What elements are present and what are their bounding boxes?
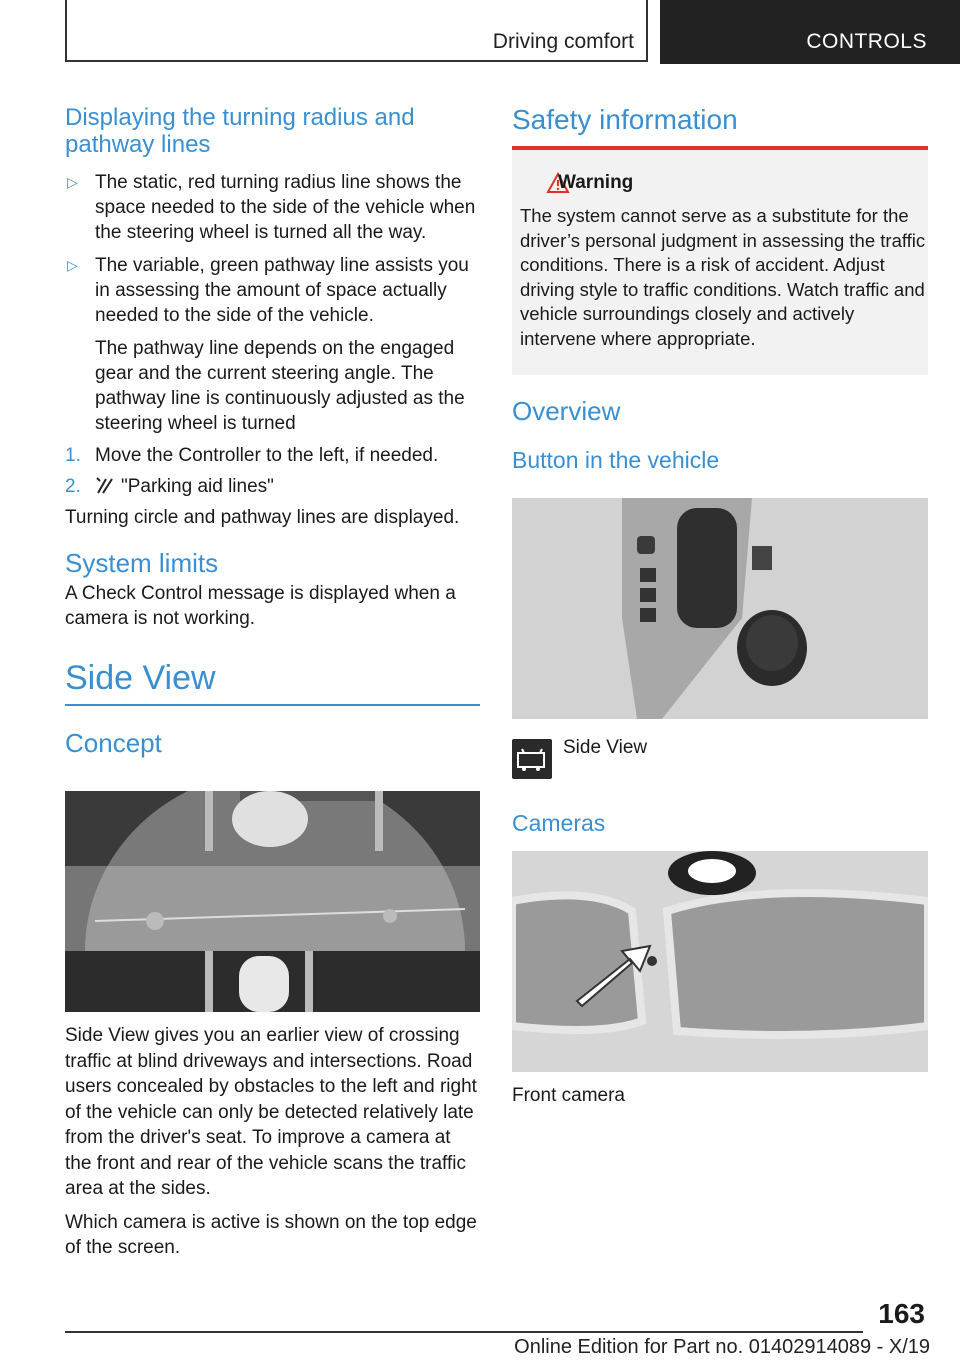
step-2: 2. "Parking aid lines": [65, 476, 274, 497]
header-section-tab: [65, 0, 648, 62]
overview-section: [512, 398, 928, 474]
kidney-grille-graphic: [512, 851, 928, 1072]
heading-turning-radius: Displaying the turning radius and pathway lines: [65, 104, 415, 158]
heading-system-limits: System limits: [65, 548, 219, 578]
concept-illustration: [65, 791, 480, 1012]
warning-title: Warning: [558, 172, 634, 193]
bullet-pathway-line: ▷ The variable, green pathway line assists you in assessing the amount of space actually needed to the side of the vehicle.: [67, 255, 469, 326]
step-1: 1. Move the Controller to the left, if needed.: [65, 445, 439, 466]
heading-overview: Overview: [512, 396, 621, 426]
cameras-heading-wrap: [512, 810, 605, 837]
front-camera-photo: [512, 851, 928, 1072]
concept-paragraph-2: Which camera is active is shown on the top edge of the screen.: [65, 1211, 477, 1258]
heading-safety-information: Safety information: [512, 104, 738, 135]
bullet-static-line: ▷ The static, red turning radius line shows the space needed to the side of the vehicle when the steering wheel is turned all the way.: [67, 172, 476, 243]
front-camera-caption: Front camera: [512, 1085, 625, 1106]
limits-text: A Check Control message is displayed when a camera is not working.: [65, 583, 456, 629]
right-column: [512, 104, 928, 136]
side-view-concept-graphic: [65, 791, 480, 1012]
heading-concept: Concept: [65, 728, 162, 758]
heading-cameras: Cameras: [512, 810, 606, 836]
heading-side-view: Side View: [65, 659, 216, 697]
warning-text: The system cannot serve as a substitute for the driver’s personal judgment in assessing the traffic conditions. There is a risk of accident. Adjust driving style to traffic conditions. Watch traffic and vehicle surroundings closely and actively intervene where appropriate.: [520, 205, 926, 349]
header-chapter-label: CONTROLS: [806, 30, 927, 53]
warning-box: [512, 146, 928, 375]
button-location-photo: [512, 498, 928, 719]
footer-edition: Online Edition for Part no. 01402914089 - X/19: [514, 1336, 930, 1358]
bullet-triangle-icon: ▷: [67, 174, 78, 190]
left-column: [65, 104, 480, 757]
header-chapter-tab: [660, 0, 960, 64]
parking-lines-icon: [95, 475, 115, 495]
steps-result: Turning circle and pathway lines are displayed.: [65, 507, 460, 528]
header-section-label: Driving comfort: [492, 30, 634, 53]
bullet-triangle-icon: ▷: [67, 257, 78, 273]
side-view-button-icon: [512, 739, 552, 779]
side-view-button-label: Side View: [563, 737, 648, 758]
side-view-icon-glyph: [512, 739, 552, 779]
concept-text: [65, 1023, 480, 1260]
footer-rule: [65, 1331, 863, 1333]
pathway-detail: The pathway line depends on the engaged gear and the current steering angle. The pathway line is continuously adjusted as the steering wheel is turned: [95, 338, 465, 434]
concept-paragraph-1: Side View gives you an earlier view of crossing traffic at blind driveways and intersections. Road users concealed by obstacles to the left and right of the vehicle can only be detected relatively late from the driver's seat. To improve a camera at the front and rear of the vehicle scans the traffic area at the sides.: [65, 1025, 477, 1199]
heading-button-in-vehicle: Button in the vehicle: [512, 447, 720, 473]
page-number: 163: [878, 1298, 925, 1329]
warning-top-bar: [512, 146, 928, 150]
center-console-graphic: [512, 498, 928, 719]
